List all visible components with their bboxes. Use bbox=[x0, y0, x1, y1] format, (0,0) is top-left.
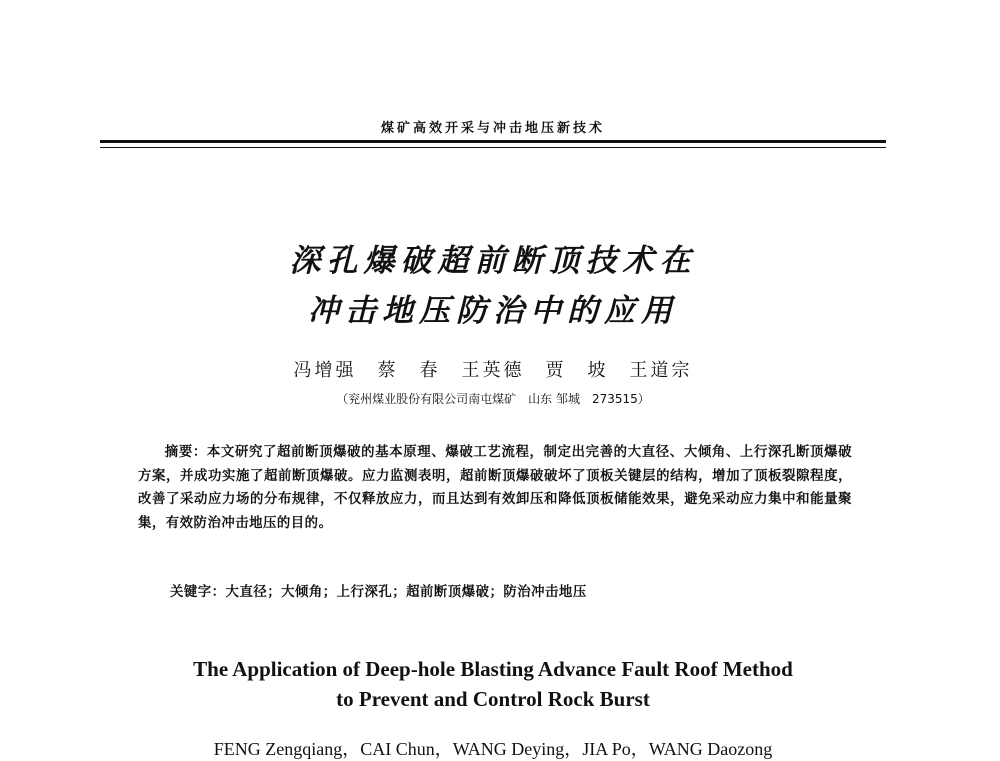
keywords-label: 关键字 bbox=[170, 585, 212, 600]
header-rule-thin bbox=[100, 147, 886, 148]
affiliation: （兖州煤业股份有限公司南屯煤矿 山东 邹城 273515） bbox=[336, 392, 650, 406]
abstract-label: 摘要 bbox=[164, 445, 193, 460]
running-header: 煤矿高效开采与冲击地压新技术 bbox=[380, 121, 605, 136]
chinese-title bbox=[100, 236, 886, 336]
header-rule-thick bbox=[100, 140, 886, 143]
chinese-title-line-2: 冲击地压防治中的应用 bbox=[308, 293, 678, 329]
chinese-authors: 冯增强 蔡 春 王英德 贾 坡 王道宗 bbox=[293, 360, 693, 381]
keywords-line bbox=[170, 581, 850, 600]
abstract-paragraph bbox=[138, 441, 852, 535]
english-title-line-2: to Prevent and Control Rock Burst bbox=[336, 687, 650, 711]
abstract-text: ：本文研究了超前断顶爆破的基本原理、爆破工艺流程，制定出完善的大直径、大倾角、上行深孔断顶爆破方案，并成功实施了超前断顶爆破。应力监测表明，超前断顶爆破破坏了顶板关键层的结构，增加了顶板裂隙程度，改善了采动应力场的分布规律，不仅释放应力，而且达到有效卸压和降低顶板储能效果，避免采动应力集中和能量聚集，有效防治冲击地压的目的。 bbox=[138, 444, 853, 531]
chinese-title-line-1: 深孔爆破超前断顶技术在 bbox=[289, 243, 697, 279]
english-title bbox=[100, 654, 886, 714]
english-authors: FENG Zengqiang，CAI Chun，WANG Deying，JIA Po，WANG Daozong bbox=[213, 739, 773, 759]
keywords-text: ：大直径；大倾角；上行深孔；超前断顶爆破；防治冲击地压 bbox=[211, 584, 587, 600]
english-title-line-1: The Application of Deep-hole Blasting Advance Fault Roof Method bbox=[193, 657, 793, 681]
